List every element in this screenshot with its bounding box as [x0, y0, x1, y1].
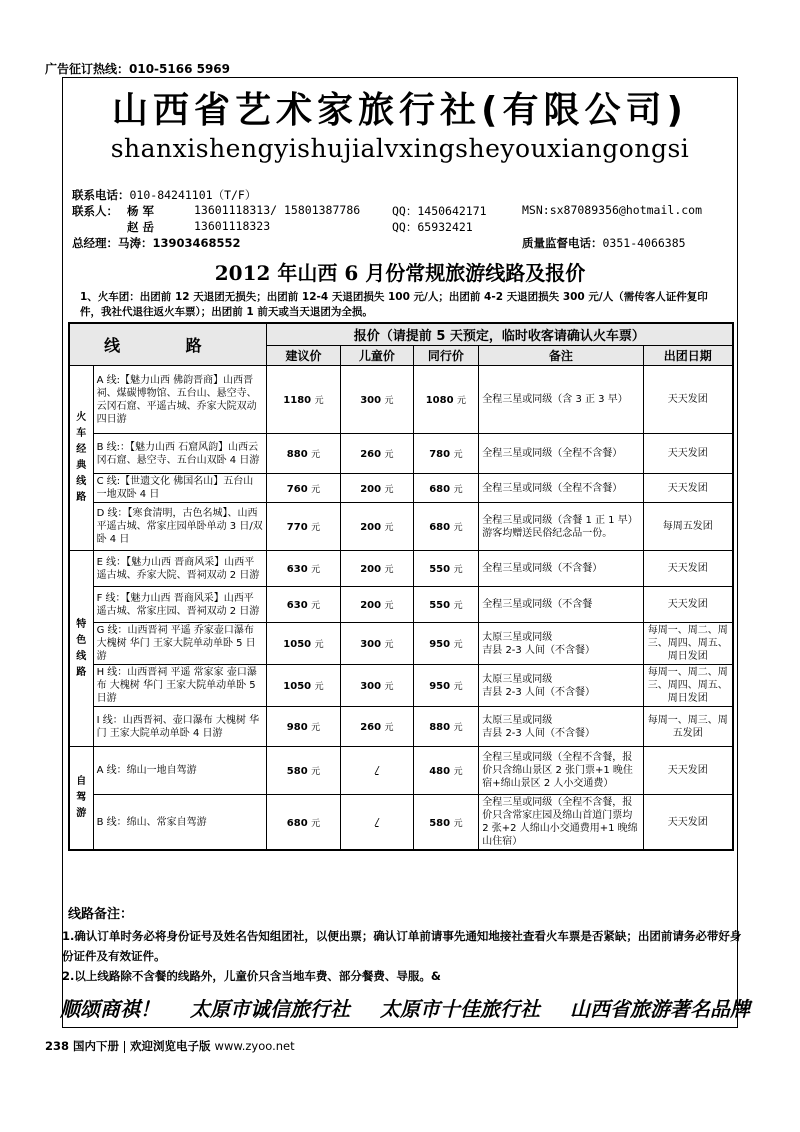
route-description: G 线：山西晋祠 平遥 乔家壶口瀑布 大槐树 华门 王家大院单动单卧 5 日游: [93, 623, 266, 665]
child-price: [341, 623, 413, 665]
page-number: 238: [45, 1039, 70, 1053]
suggest-price-value: 980: [286, 722, 308, 733]
peer-price: [413, 587, 479, 623]
child-price: [341, 474, 413, 503]
phone-label: 联系电话：: [72, 188, 130, 202]
price-unit: 元: [384, 484, 394, 495]
route-description: H 线：山西晋祠 平遥 常家家 壶口瀑布 大槐树 华门 王家大院单动单卧 5 日游: [93, 665, 266, 707]
price-unit: 元: [311, 818, 321, 829]
route-remark: 全程三星或同级（含 3 正 3 早）: [479, 366, 643, 434]
brand-honor-1: 太原市诚信旅行社: [190, 997, 350, 1021]
route-row: [69, 551, 733, 587]
contact-person-1: 杨 军: [127, 204, 155, 218]
note-1: 1.确认订单时务必将身份证号及姓名告知组团社，以便出票；确认订单前请事先通知地接社查看火车票是否紧缺；出团前请务必带好身份证件及有效证件。: [62, 929, 742, 963]
departure-date: 每周一、周二、周三、周四、周五、周日发团: [643, 623, 733, 665]
peer-price: [413, 434, 479, 474]
company-name: 山西省艺术家旅行社(有限公司): [112, 90, 688, 131]
suggest-price-value: 770: [286, 522, 308, 533]
suggest-price: [266, 503, 341, 551]
peer-price: [413, 474, 479, 503]
header-remark: 备注: [479, 346, 643, 366]
suggest-price: [266, 474, 341, 503]
child-price-value: 300: [360, 681, 382, 692]
price-unit: 元: [314, 396, 324, 406]
child-price: [341, 366, 413, 434]
contact-person-2: 赵 岳: [127, 220, 155, 234]
route-category: 特 色 线 路: [69, 551, 93, 747]
route-row: [69, 366, 733, 434]
child-price: [341, 665, 413, 707]
child-price-value: 200: [360, 483, 382, 495]
child-price: /: [341, 795, 413, 851]
price-unit: 元: [314, 682, 324, 692]
departure-date: 天天发团: [643, 366, 733, 434]
departure-date: 天天发团: [643, 795, 733, 851]
route-remark: 太原三星或同级 吉县 2-3 人间（不含餐）: [479, 665, 643, 707]
child-price: [341, 707, 413, 747]
child-price-value: 200: [360, 600, 382, 611]
route-description: I 线：山西晋祠、壶口瀑布 大槐树 华门 王家大院单动单卧 4 日游: [93, 707, 266, 747]
child-price: [341, 503, 413, 551]
phone-number: 010-84241101（T/F）: [129, 188, 257, 202]
price-unit: 元: [453, 682, 463, 692]
peer-price-value: 1080: [425, 395, 454, 406]
route-row: [69, 474, 733, 503]
price-unit: 元: [453, 565, 463, 575]
route-category: 自 驾 游: [69, 747, 93, 851]
brand-slogans: [60, 993, 750, 1022]
route-remark: 全程三星或同级（不含餐）: [479, 551, 643, 587]
contact-msn: MSN:sx87089356@hotmail.com: [522, 203, 703, 217]
child-price-value: 200: [360, 564, 382, 575]
gm-label: 总经理：: [72, 236, 118, 250]
peer-price: [413, 503, 479, 551]
header-route: 线 路: [69, 323, 266, 366]
route-remark: 全程三星或同级（不含餐: [479, 587, 643, 623]
route-row: [69, 503, 733, 551]
contact-person-label: 联系人：: [72, 204, 118, 218]
departure-date: 天天发团: [643, 434, 733, 474]
peer-price: [413, 366, 479, 434]
price-unit: 元: [384, 523, 394, 533]
header-child-price: 儿童价: [341, 346, 413, 366]
departure-date: 每周五发团: [643, 503, 733, 551]
child-price: [341, 587, 413, 623]
route-description: B 线：绵山、常家自驾游: [93, 795, 266, 851]
price-unit: 元: [384, 565, 394, 575]
departure-date: 天天发团: [643, 551, 733, 587]
peer-price: [413, 623, 479, 665]
header-price: 报价（请提前 5 天预定，临时收客请确认火车票）: [266, 323, 733, 346]
contact-qq-2: QQ：65932421: [392, 220, 473, 234]
suggest-price-value: 1050: [283, 639, 312, 650]
route-remark: 全程三星或同级（全程不含餐）: [479, 434, 643, 474]
child-price-value: 260: [360, 449, 382, 460]
price-unit: 元: [311, 523, 321, 533]
departure-date: 每周一、周三、周五发团: [643, 707, 733, 747]
suggest-price: [266, 587, 341, 623]
peer-price-value: 580: [429, 817, 451, 829]
peer-price: [413, 747, 479, 795]
peer-price: [413, 707, 479, 747]
route-description: E 线：【魅力山西 晋商风采】山西平遥古城、乔家大院、晋祠双动 2 日游: [93, 551, 266, 587]
price-unit: 元: [384, 640, 394, 650]
ad-hotline: 广告征订热线：010-5166 5969: [45, 62, 231, 76]
suggest-price: [266, 551, 341, 587]
price-unit: 元: [453, 450, 463, 460]
notes-title: 线路备注：: [68, 907, 134, 922]
route-remark: 全程三星或同级（含餐 1 正 1 早）游客均赠送民俗纪念品一份。: [479, 503, 643, 551]
gm-line: [72, 235, 241, 251]
phone-line: [72, 187, 256, 203]
peer-price-value: 950: [429, 681, 451, 692]
route-description: A 线：绵山一地自驾游: [93, 747, 266, 795]
brand-honor-3: 山西省旅游著名品牌: [570, 997, 750, 1021]
brand-greeting: 顺颂商祺！: [60, 997, 160, 1021]
child-price-value: 300: [360, 395, 382, 406]
header-peer-price: 同行价: [413, 346, 479, 366]
price-unit: 元: [384, 396, 394, 406]
route-remark: 全程三星或同级（全程不含餐，报价只含常家庄园及绵山首道门票均 2 张+2 人绵山小交通费用+1 晚绵山住宿）: [479, 795, 643, 851]
suggest-price: [266, 707, 341, 747]
price-unit: 元: [311, 484, 321, 495]
routes-table: [68, 322, 734, 851]
price-unit: 元: [453, 601, 463, 611]
footer-slogan: 欢迎浏览电子版: [130, 1039, 211, 1053]
suggest-price: [266, 665, 341, 707]
price-unit: 元: [453, 723, 463, 733]
contact-qq-1: QQ：1450642171: [392, 204, 487, 218]
child-price-value: 300: [360, 639, 382, 650]
route-remark: 太原三星或同级 吉县 2-3 人间（不含餐）: [479, 707, 643, 747]
suggest-price: [266, 366, 341, 434]
price-unit: 元: [384, 723, 394, 733]
suggest-price-value: 1180: [283, 395, 312, 406]
contact-phone-1: 13601118313/ 15801387786: [194, 203, 361, 217]
footer-section: 国内下册: [73, 1039, 120, 1053]
route-row: [69, 795, 733, 851]
price-unit: 元: [311, 723, 321, 733]
route-row: [69, 587, 733, 623]
route-remark: 太原三星或同级 吉县 2-3 人间（不含餐）: [479, 623, 643, 665]
price-unit: 元: [314, 640, 324, 650]
departure-date: 天天发团: [643, 474, 733, 503]
child-price: [341, 551, 413, 587]
suggest-price: [266, 434, 341, 474]
peer-price-value: 680: [429, 483, 451, 495]
route-description: A 线:【魅力山西 佛韵晋商】山西晋祠、煤碳博物馆、五台山、悬空寺、云冈石窟、平遥古城、乔家大院双动四日游: [93, 366, 266, 434]
price-unit: 元: [457, 396, 467, 406]
price-unit: 元: [311, 450, 321, 460]
peer-price: [413, 795, 479, 851]
peer-price-value: 880: [429, 722, 451, 733]
suggest-price-value: 1050: [283, 681, 312, 692]
suggest-price-value: 760: [286, 483, 308, 495]
price-unit: 元: [384, 682, 394, 692]
route-description: F 线：【魅力山西 晋商风采】山西平遥古城、常家庄园、晋祠双动 2 日游: [93, 587, 266, 623]
price-unit: 元: [453, 640, 463, 650]
price-unit: 元: [384, 601, 394, 611]
footer-url-link[interactable]: www.zyoo.net: [214, 1039, 295, 1053]
peer-price-value: 480: [429, 766, 451, 777]
route-row: [69, 665, 733, 707]
footer-divider: [124, 1041, 125, 1053]
price-unit: 元: [311, 565, 321, 575]
price-unit: 元: [453, 818, 463, 829]
price-unit: 元: [453, 484, 463, 495]
note-2: 2.以上线路除不含餐的线路外，儿童价只含当地车费、部分餐费、导服。&: [62, 969, 441, 983]
peer-price-value: 680: [429, 522, 451, 533]
route-description: D 线：【寒食清明，古色名城】、山西平遥古城、常家庄园单卧单动 3 日/双卧 4 日: [93, 503, 266, 551]
brand-honor-2: 太原市十佳旅行社: [380, 997, 540, 1021]
page-title: 2012 年山西 6 月份常规旅游线路及报价: [214, 261, 586, 285]
price-unit: 元: [384, 450, 394, 460]
suggest-price-value: 680: [286, 817, 308, 829]
page-footer: [45, 1038, 295, 1054]
child-price-value: 260: [360, 722, 382, 733]
route-remark: 全程三星或同级（全程不含餐）: [479, 474, 643, 503]
route-row: [69, 707, 733, 747]
peer-price-value: 950: [429, 639, 451, 650]
route-row: [69, 434, 733, 474]
suggest-price-value: 630: [286, 564, 308, 575]
departure-date: 天天发团: [643, 587, 733, 623]
child-price-value: 200: [360, 522, 382, 533]
suggest-price-value: 880: [286, 449, 308, 460]
quality-line: [522, 235, 686, 251]
price-unit: 元: [311, 601, 321, 611]
header-date: 出团日期: [643, 346, 733, 366]
peer-price-value: 780: [429, 449, 451, 460]
suggest-price: [266, 747, 341, 795]
header-suggest-price: 建议价: [266, 346, 341, 366]
peer-price: [413, 665, 479, 707]
route-category: 火 车 经 典 线 路: [69, 366, 93, 551]
refund-notice: 1、火车团：出团前 12 天退团无损失；出团前 12-4 天退团损失 100 元/人；出团前 4-2 天退团损失 300 元/人（需传客人证件复印件，我社代退往返火车票）；出团前 1 前天或当天退团为全损。: [80, 291, 708, 318]
route-remark: 全程三星或同级（全程不含餐，报价只含绵山景区 2 张门票+1 晚住宿+绵山景区 2 人小交通费）: [479, 747, 643, 795]
departure-date: 每周一、周二、周三、周四、周五、周日发团: [643, 665, 733, 707]
child-price: /: [341, 747, 413, 795]
suggest-price: [266, 623, 341, 665]
peer-price-value: 550: [429, 564, 451, 575]
contact-phone-2: 13601118323: [194, 219, 271, 233]
price-unit: 元: [453, 767, 463, 777]
peer-price: [413, 551, 479, 587]
suggest-price-value: 630: [286, 600, 308, 611]
suggest-price: [266, 795, 341, 851]
route-row: [69, 623, 733, 665]
peer-price-value: 550: [429, 600, 451, 611]
child-price: [341, 434, 413, 474]
price-unit: 元: [311, 767, 321, 777]
gm-contact: 马涛：13903468552: [118, 236, 241, 250]
quality-label: 质量监督电话：: [522, 236, 603, 250]
company-pinyin: shanxishengyishujialvxingsheyouxiangongsi: [110, 134, 690, 163]
departure-date: 天天发团: [643, 747, 733, 795]
price-unit: 元: [453, 523, 463, 533]
suggest-price-value: 580: [286, 766, 308, 777]
route-description: C 线:【世遗文化 佛国名山】五台山一地双卧 4 日: [93, 474, 266, 503]
route-row: [69, 747, 733, 795]
route-description: B 线:：【魅力山西 石窟风韵】山西云冈石窟、悬空寺、五台山双卧 4 日游: [93, 434, 266, 474]
quality-phone: 0351-4066385: [602, 236, 686, 250]
